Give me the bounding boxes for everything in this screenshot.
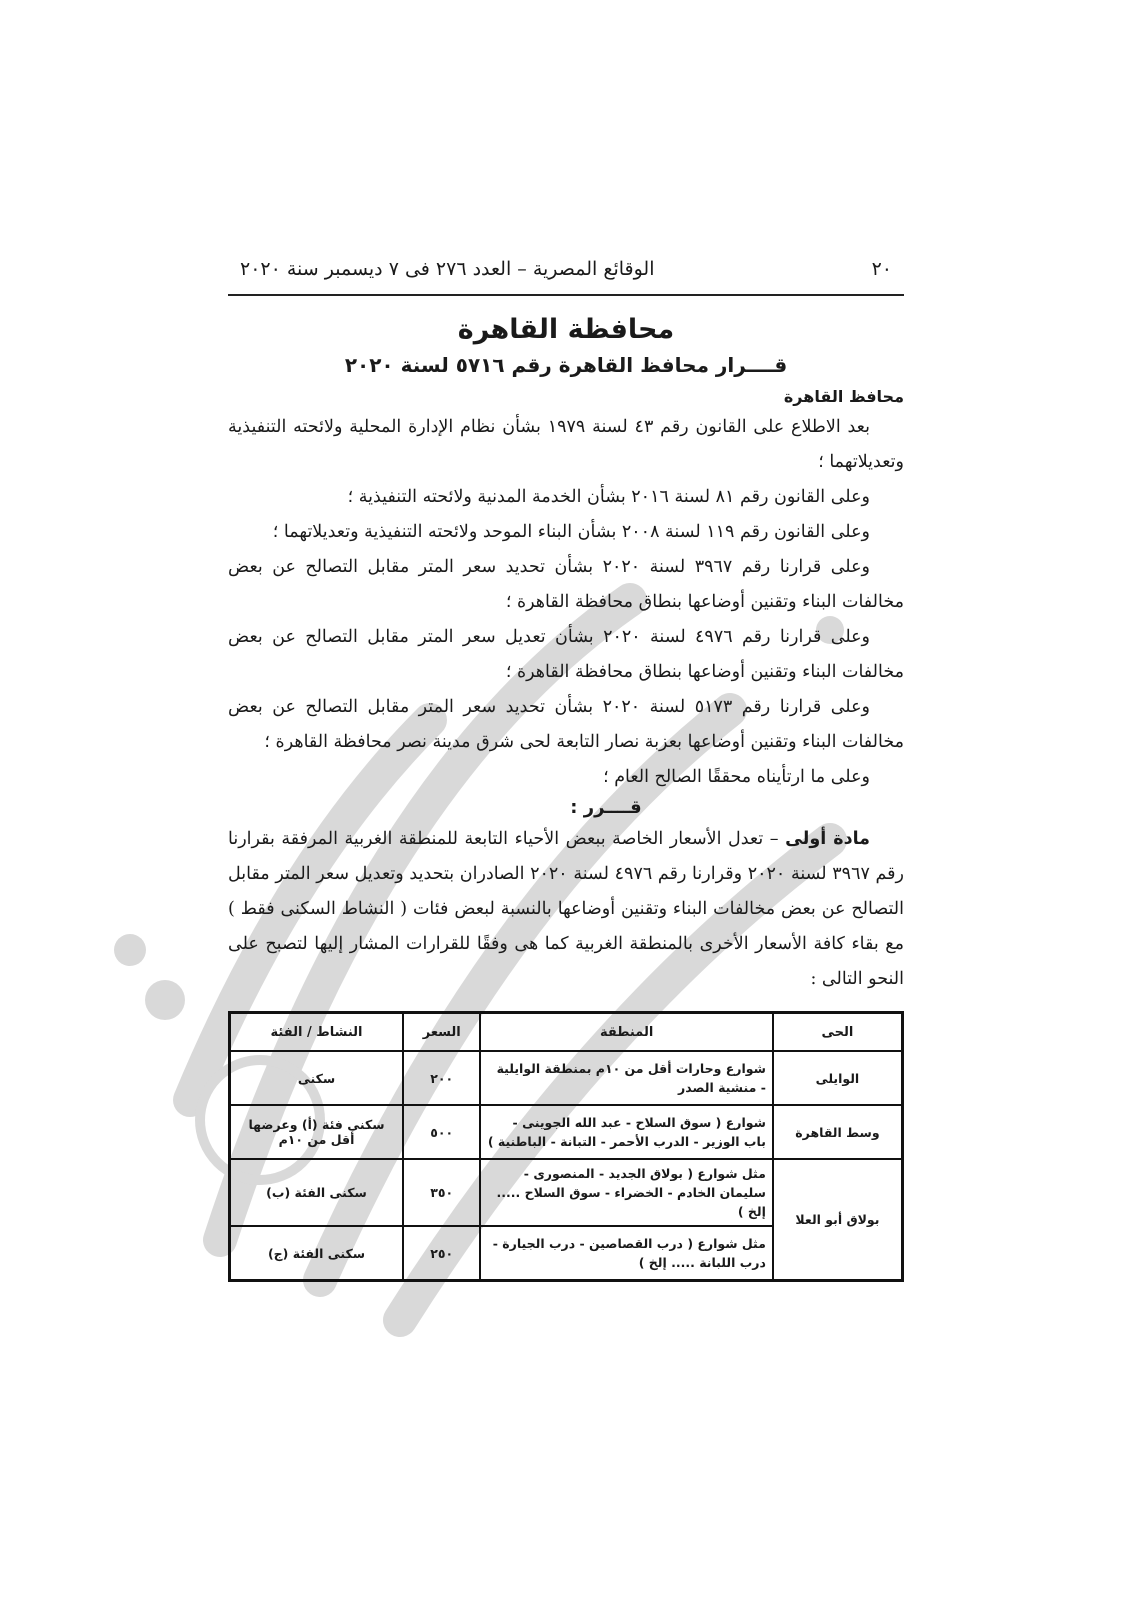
price-table — [228, 1011, 904, 1282]
issuing-authority: محافظ القاهرة — [783, 387, 904, 406]
preamble-paragraph: وعلى القانون رقم ٨١ لسنة ٢٠١٦ بشأن الخدمة المدنية ولائحته التنفيذية ؛ — [347, 487, 870, 507]
table-row — [230, 1159, 903, 1226]
cell-zone: شوارع ( سوق السلاح - عبد الله الجوينى - باب الوزير - الدرب الأحمر - التبانة - الباطنية ) — [480, 1105, 772, 1159]
table-row — [230, 1105, 903, 1159]
cell-price: ٣٥٠ — [403, 1159, 480, 1226]
article-label: مادة أولى — [785, 829, 870, 849]
cell-activity: سكنى فئة (أ) وعرضها أقل من ١٠م — [230, 1105, 404, 1159]
cell-zone: مثل شوارع ( بولاق الجديد - المنصورى - سليمان الخادم - الخضراء - سوق السلاح ..... إلخ ) — [480, 1159, 772, 1226]
publication-line: الوقائع المصرية – العدد ٢٧٦ فى ٧ ديسمبر سنة ٢٠٢٠ — [240, 258, 655, 280]
cell-price: ٥٠٠ — [403, 1105, 480, 1159]
cell-zone: شوارع وحارات أقل من ١٠م بمنطقة الوايلية - منشية الصدر — [480, 1051, 772, 1105]
cell-activity: سكنى الفئة (ب) — [230, 1159, 404, 1226]
cell-zone: مثل شوارع ( درب القصاصين - درب الجيارة - درب اللبانة ..... إلخ ) — [480, 1226, 772, 1281]
table-row — [230, 1051, 903, 1105]
preamble — [228, 410, 904, 795]
header-zone: المنطقة — [480, 1013, 772, 1052]
preamble-paragraph: وعلى قرارنا رقم ٥١٧٣ لسنة ٢٠٢٠ بشأن تحديد سعر المتر مقابل التصالح عن بعض مخالفات البناء وتقنين أوضاعها بعزبة نصار التابعة لحى شرق مدينة نصر محافظة القاهرة ؛ — [228, 697, 904, 752]
preamble-paragraph: وعلى ما ارتأيناه محققًا الصالح العام ؛ — [603, 767, 870, 787]
cell-price: ٢٥٠ — [403, 1226, 480, 1281]
page-title: محافظة القاهرة — [457, 314, 675, 345]
decided-heading: قــــرر : — [570, 797, 642, 818]
page-header — [228, 258, 904, 296]
cell-district: الوايلى — [773, 1051, 903, 1105]
decree-subtitle: قــــرار محافظ القاهرة رقم ٥٧١٦ لسنة ٢٠٢٠ — [344, 353, 788, 377]
cell-activity: سكنى — [230, 1051, 404, 1105]
cell-price: ٢٠٠ — [403, 1051, 480, 1105]
preamble-paragraph: وعلى القانون رقم ١١٩ لسنة ٢٠٠٨ بشأن البناء الموحد ولائحته التنفيذية وتعديلاتهما ؛ — [272, 522, 870, 542]
header-price: السعر — [403, 1013, 480, 1052]
table-header-row — [230, 1013, 903, 1052]
header-activity: النشاط / الفئة — [230, 1013, 404, 1052]
article-one — [228, 822, 904, 997]
gazette-page — [228, 258, 904, 1282]
article-text: – تعدل الأسعار الخاصة ببعض الأحياء التابعة للمنطقة الغربية المرفقة بقرارنا رقم ٣٩٦٧ لسنة ٢٠٢٠ وقرارنا رقم ٤٩٧٦ لسنة ٢٠٢٠ الصادران بتحديد وتعديل سعر المتر مقابل التصالح عن بعض مخالفات البناء وتقنين أوضاعها بالنسبة لبعض فئات ( النشاط السكنى فقط ) مع بقاء كافة الأسعار الأخرى بالمنطقة الغربية كما هى وفقًا للقرارات المشار إليها لتصبح على النحو التالى : — [228, 829, 905, 989]
header-district: الحى — [773, 1013, 903, 1052]
cell-district: بولاق أبو العلا — [773, 1159, 903, 1281]
preamble-paragraph: وعلى قرارنا رقم ٤٩٧٦ لسنة ٢٠٢٠ بشأن تعديل سعر المتر مقابل التصالح عن بعض مخالفات البناء وتقنين أوضاعها بنطاق محافظة القاهرة ؛ — [228, 627, 904, 682]
cell-district: وسط القاهرة — [773, 1105, 903, 1159]
cell-activity: سكنى الفئة (ج) — [230, 1226, 404, 1281]
preamble-paragraph: وعلى قرارنا رقم ٣٩٦٧ لسنة ٢٠٢٠ بشأن تحديد سعر المتر مقابل التصالح عن بعض مخالفات البناء وتقنين أوضاعها بنطاق محافظة القاهرة ؛ — [228, 557, 904, 612]
preamble-paragraph: بعد الاطلاع على القانون رقم ٤٣ لسنة ١٩٧٩ بشأن نظام الإدارة المحلية ولائحته التنفيذية وتعديلاتهما ؛ — [228, 417, 904, 472]
page-number: ٢٠ — [871, 258, 892, 280]
